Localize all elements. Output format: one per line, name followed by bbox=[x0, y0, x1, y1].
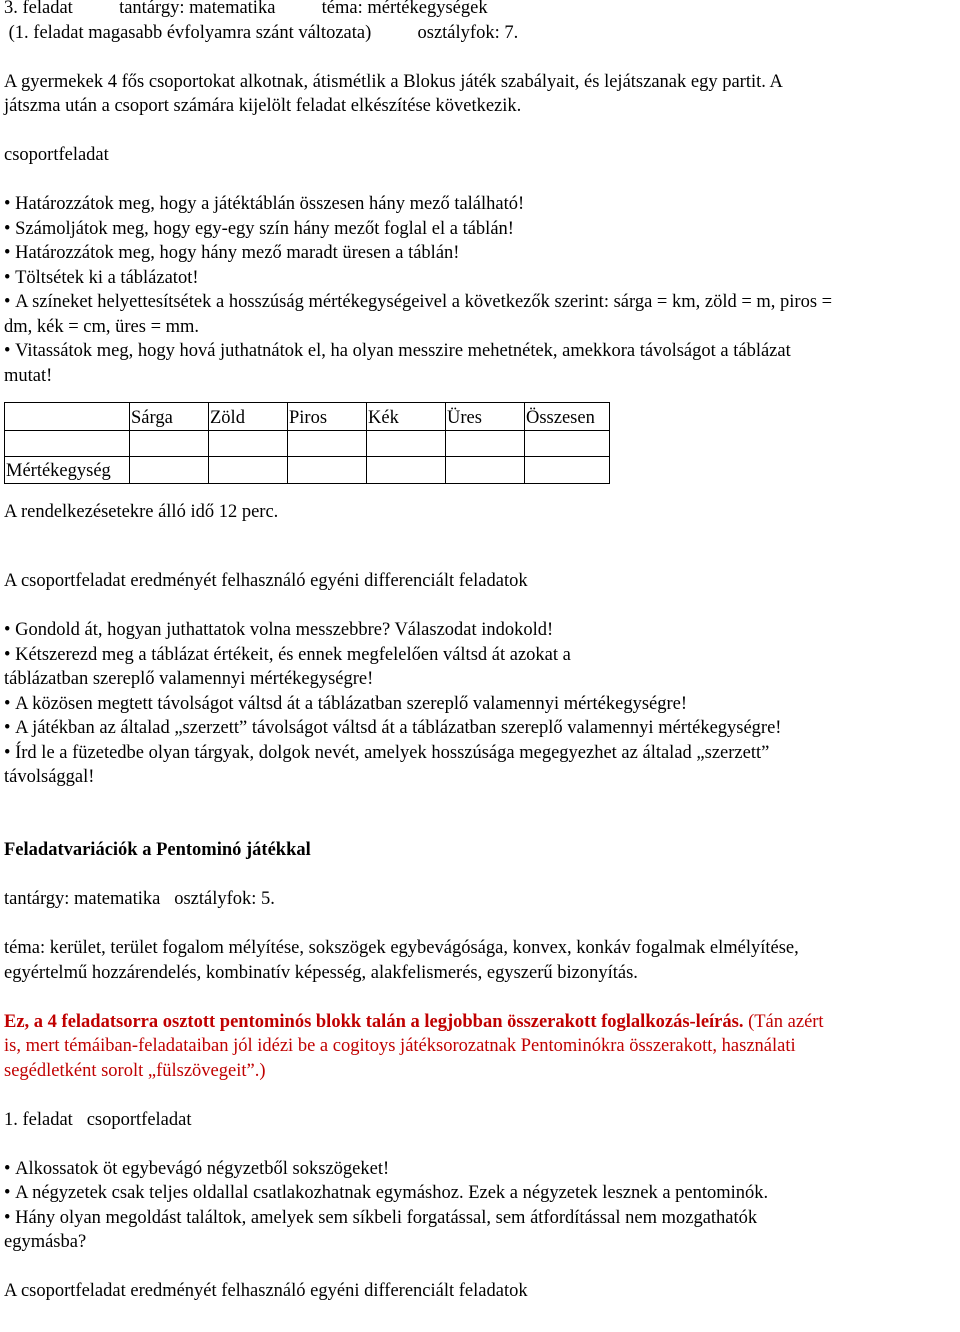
individual-tasks-title: A csoportfeladat eredményét felhasználó egyéni differenciált feladatok bbox=[4, 571, 528, 591]
table-header-cell: Üres bbox=[446, 403, 525, 431]
table-cell bbox=[288, 431, 367, 457]
table-cell bbox=[367, 431, 446, 457]
table-cell bbox=[446, 431, 525, 457]
red-note-bold: Ez, a 4 feladatsorra osztott pentominós blokk talán a legjobban összerakott foglalkozás-leírás. bbox=[4, 1011, 744, 1032]
footer-individual-title: A csoportfeladat eredményét felhasználó egyéni differenciált feladatok bbox=[4, 1281, 528, 1301]
group-task-item: • Határozzátok meg, hogy a játéktáblán összesen hány mező található! bbox=[4, 192, 956, 217]
red-note-line-1 bbox=[4, 1010, 956, 1035]
red-note-line-3: segédletként sorolt „fülszövegeit”.) bbox=[4, 1060, 266, 1081]
individual-task-item: • A közösen megtett távolságot váltsd át a táblázatban szereplő valamennyi mértékegységre! bbox=[4, 692, 956, 717]
task-1-item-3-line-1: • Hány olyan megoldást találtok, amelyek sem síkbeli forgatással, sem átfordítással nem mozgathatók bbox=[4, 1206, 956, 1231]
table-cell bbox=[288, 457, 367, 484]
table-cell bbox=[130, 431, 209, 457]
table-row bbox=[5, 457, 610, 484]
group-task-item-5-line-2: dm, kék = cm, üres = mm. bbox=[4, 316, 200, 337]
unit-table bbox=[4, 402, 610, 484]
red-note-line-2: is, mert témáiban-feladataiban jól idézi be a cogitoys játéksorozatnak Pentominókra összerakott, használati bbox=[4, 1036, 796, 1056]
intro-line-1: A gyermekek 4 fős csoportokat alkotnak, átismétlik a Blokus játék szabályait, és lejátszanak egy partit. A bbox=[4, 71, 783, 92]
table-header-cell: Piros bbox=[288, 403, 367, 431]
table-header-cell: Sárga bbox=[130, 403, 209, 431]
table-cell bbox=[525, 457, 610, 484]
time-note: A rendelkezésetekre álló idő 12 perc. bbox=[4, 502, 279, 522]
group-task-item-6-line-2: mutat! bbox=[4, 365, 53, 386]
group-task-label: csoportfeladat bbox=[4, 145, 109, 165]
table-cell bbox=[367, 457, 446, 484]
group-task-item: • Számoljátok meg, hogy egy-egy szín hány mezőt foglal el a táblán! bbox=[4, 217, 956, 242]
table-header-cell: Zöld bbox=[209, 403, 288, 431]
task-1-item: • A négyzetek csak teljes oldallal csatlakozhatnak egymáshoz. Ezek a négyzetek lesznek a pentominók. bbox=[4, 1181, 956, 1206]
pentomino-theme-line-2: egyértelmű hozzárendelés, kombinatív képesség, alakfelismerés, egyszerű bizonyítás. bbox=[4, 962, 638, 983]
individual-task-item-5-line-2: távolsággal! bbox=[4, 767, 95, 787]
group-task-item: • Határozzátok meg, hogy hány mező maradt üresen a táblán! bbox=[4, 241, 956, 266]
pentomino-subject-line: tantárgy: matematika osztályfok: 5. bbox=[4, 889, 275, 909]
intro-line-2: játszma után a csoport számára kijelölt feladat elkészítése következik. bbox=[4, 96, 522, 116]
task-1-item-3-line-2: egymásba? bbox=[4, 1232, 87, 1252]
individual-task-item-5-line-1: • Írd le a füzetedbe olyan tárgyak, dolgok nevét, amelyek hosszúsága megegyezhet az általad „szerzett” bbox=[4, 741, 956, 766]
table-cell bbox=[209, 431, 288, 457]
group-task-item-6-line-1: • Vitassátok meg, hogy hová juthatnátok el, ha olyan messzire mehetnétek, amekkora távolságot a táblázat bbox=[4, 339, 956, 364]
individual-task-item: • Gondold át, hogyan juthattatok volna messzebbre? Válaszodat indokold! bbox=[4, 618, 956, 643]
individual-task-item-2-line-2: táblázatban szereplő valamennyi mértékegységre! bbox=[4, 669, 374, 689]
task-1-label: 1. feladat csoportfeladat bbox=[4, 1109, 192, 1130]
group-task-item-5-line-1: • A színeket helyettesítsétek a hosszúság mértékegységeivel a következők szerint: sárga = km, zöld = m, piros = bbox=[4, 290, 956, 315]
pentomino-heading: Feladatvariációk a Pentominó játékkal bbox=[4, 840, 311, 860]
table-header-cell: Összesen bbox=[525, 403, 610, 431]
table-cell bbox=[525, 431, 610, 457]
pentomino-theme-line-1: téma: kerület, terület fogalom mélyítése, sokszögek egybevágósága, konvex, konkáv fogalmak elmélyítése, bbox=[4, 938, 799, 958]
table-cell bbox=[5, 431, 130, 457]
red-note-rest: (Tán azért bbox=[743, 1011, 824, 1032]
group-task-item: • Töltsétek ki a táblázatot! bbox=[4, 266, 956, 291]
individual-task-item: • A játékban az általad „szerzett” távolságot váltsd át a táblázatban szereplő valamennyi mértékegységre! bbox=[4, 716, 956, 741]
table-cell bbox=[209, 457, 288, 484]
document-page bbox=[4, 0, 956, 1304]
individual-task-item-2-line-1: • Kétszerezd meg a táblázat értékeit, és ennek megfelelően váltsd át azokat a bbox=[4, 643, 956, 668]
task-header-line-2: (1. feladat magasabb évfolyamra szánt változata) osztályfok: 7. bbox=[4, 22, 519, 43]
table-header-cell: Kék bbox=[367, 403, 446, 431]
table-cell bbox=[130, 457, 209, 484]
table-cell bbox=[446, 457, 525, 484]
task-1-item: • Alkossatok öt egybevágó négyzetből sokszögeket! bbox=[4, 1157, 956, 1182]
table-row-label: Mértékegység bbox=[5, 457, 130, 484]
table-row bbox=[5, 431, 610, 457]
table-header-row bbox=[5, 403, 610, 431]
task-header-line-1: 3. feladat tantárgy: matematika téma: mértékegységek bbox=[4, 0, 488, 18]
table-header-cell bbox=[5, 403, 130, 431]
